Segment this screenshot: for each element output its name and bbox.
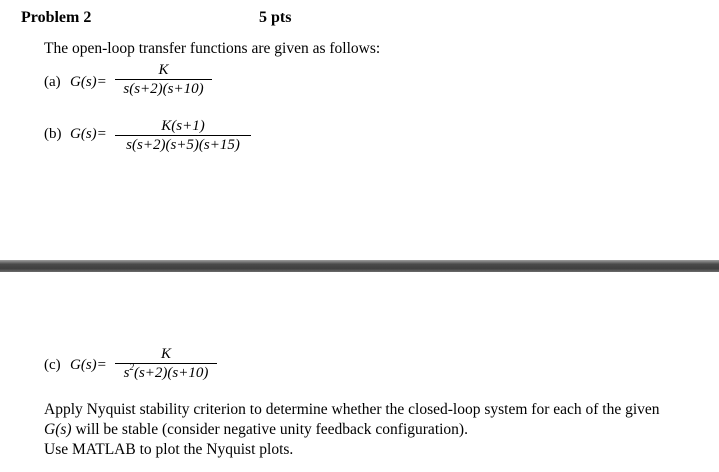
part-c-denominator-rest: (s+2)(s+10) [133, 365, 209, 381]
page-separator [0, 260, 719, 272]
part-c-fraction [115, 345, 217, 382]
part-b-label: (b) [44, 126, 62, 142]
part-b-fraction [115, 117, 251, 154]
part-b-lhs: G(s)= [70, 126, 107, 142]
part-a-lhs: G(s)= [70, 74, 107, 90]
part-c-denominator-base: s [123, 365, 130, 381]
part-b-denominator: s(s+2)(s+5)(s+15) [126, 137, 240, 153]
part-b-numerator: K(s+1) [161, 118, 205, 134]
part-c-numerator: K [160, 346, 171, 362]
part-a-fraction [115, 61, 212, 98]
instruction-line-1: Apply Nyquist stability criterion to determine whether the closed-loop system for each of the given [44, 401, 660, 418]
part-a-numerator: K [158, 62, 169, 78]
instruction-line-3: Use MATLAB to plot the Nyquist plots. [44, 441, 294, 458]
intro-text: The open-loop transfer functions are given as follows: [44, 40, 381, 57]
part-c-label: (c) [44, 357, 61, 373]
part-c-denominator-exponent: 2 [129, 362, 134, 372]
instruction-gs: G(s) [44, 421, 72, 438]
points-label: 5 pts [259, 9, 292, 26]
part-a-denominator: s(s+2)(s+10) [123, 81, 204, 97]
part-a-label: (a) [44, 74, 61, 90]
problem-title: Problem 2 [21, 9, 92, 26]
part-c-lhs: G(s)= [70, 357, 107, 373]
part-c-denominator [115, 364, 217, 382]
instruction-line-2 [44, 421, 468, 439]
instruction-line-2-rest: will be stable (consider negative unity feedback configuration). [71, 421, 468, 438]
